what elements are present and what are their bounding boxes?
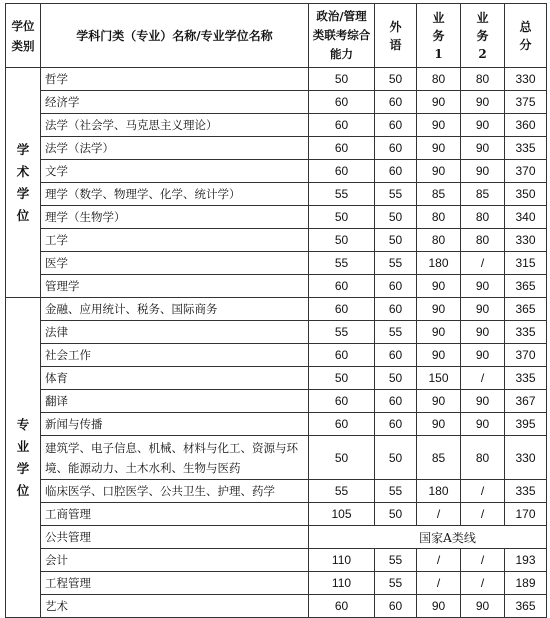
score-course2: 85 <box>461 183 505 206</box>
score-course2: / <box>461 549 505 572</box>
subject-name: 哲学 <box>41 68 309 91</box>
category-professional: 专业学位 <box>6 298 41 618</box>
table-row <box>6 503 547 526</box>
table-row <box>6 480 547 503</box>
score-foreign: 55 <box>375 480 417 503</box>
table-row <box>6 390 547 413</box>
score-total: 365 <box>505 298 547 321</box>
score-course1: 85 <box>417 183 461 206</box>
score-course2: 90 <box>461 114 505 137</box>
score-course2: 80 <box>461 68 505 91</box>
score-total: 365 <box>505 595 547 618</box>
score-foreign: 55 <box>375 252 417 275</box>
score-course2: 90 <box>461 390 505 413</box>
score-politics: 60 <box>309 91 375 114</box>
score-politics: 50 <box>309 206 375 229</box>
score-course2: / <box>461 480 505 503</box>
table-row <box>6 549 547 572</box>
score-course1: 150 <box>417 367 461 390</box>
subject-name: 理学（生物学） <box>41 206 309 229</box>
score-politics: 55 <box>309 480 375 503</box>
score-course2: 80 <box>461 229 505 252</box>
table-row <box>6 413 547 436</box>
score-foreign: 60 <box>375 595 417 618</box>
table-row <box>6 183 547 206</box>
score-course2: 90 <box>461 275 505 298</box>
score-course1: / <box>417 572 461 595</box>
subject-name: 经济学 <box>41 91 309 114</box>
subject-name: 工商管理 <box>41 503 309 526</box>
score-politics: 60 <box>309 595 375 618</box>
header-foreign: 外语 <box>375 4 417 68</box>
subject-name: 文学 <box>41 160 309 183</box>
score-course2: 90 <box>461 137 505 160</box>
header-politics: 政治/管理类联考综合能力 <box>309 4 375 68</box>
score-politics: 110 <box>309 572 375 595</box>
score-politics: 60 <box>309 137 375 160</box>
score-foreign: 60 <box>375 91 417 114</box>
category-academic: 学术学位 <box>6 68 41 298</box>
score-course2: 80 <box>461 436 505 480</box>
subject-name: 建筑学、电子信息、机械、材料与化工、资源与环境、能源动力、土木水利、生物与医药 <box>41 436 309 480</box>
subject-name: 法学（社会学、马克思主义理论） <box>41 114 309 137</box>
score-course1: 90 <box>417 91 461 114</box>
table-row <box>6 344 547 367</box>
header-subject: 学科门类（专业）名称/专业学位名称 <box>41 4 309 68</box>
score-total: 170 <box>505 503 547 526</box>
score-course1: 90 <box>417 344 461 367</box>
score-foreign: 55 <box>375 183 417 206</box>
score-politics: 55 <box>309 183 375 206</box>
score-total: 315 <box>505 252 547 275</box>
subject-name: 会计 <box>41 549 309 572</box>
score-course1: 90 <box>417 275 461 298</box>
score-course1: 90 <box>417 595 461 618</box>
table-row <box>6 137 547 160</box>
score-course1: 90 <box>417 390 461 413</box>
table-row <box>6 321 547 344</box>
subject-name: 理学（数学、物理学、化学、统计学） <box>41 183 309 206</box>
score-total: 335 <box>505 367 547 390</box>
score-politics: 50 <box>309 436 375 480</box>
table-row <box>6 275 547 298</box>
subject-name: 工学 <box>41 229 309 252</box>
score-course1: 90 <box>417 160 461 183</box>
score-total: 375 <box>505 91 547 114</box>
score-politics: 55 <box>309 252 375 275</box>
table-row <box>6 68 547 91</box>
score-course1: 90 <box>417 321 461 344</box>
table-row <box>6 367 547 390</box>
score-foreign: 60 <box>375 275 417 298</box>
score-total: 189 <box>505 572 547 595</box>
score-foreign: 60 <box>375 137 417 160</box>
score-politics: 110 <box>309 549 375 572</box>
header-total: 总分 <box>505 4 547 68</box>
subject-name: 社会工作 <box>41 344 309 367</box>
subject-name: 公共管理 <box>41 526 309 549</box>
score-politics: 50 <box>309 68 375 91</box>
score-politics: 60 <box>309 413 375 436</box>
score-foreign: 50 <box>375 68 417 91</box>
score-course2: / <box>461 367 505 390</box>
score-politics: 60 <box>309 275 375 298</box>
subject-name: 工程管理 <box>41 572 309 595</box>
score-total: 335 <box>505 321 547 344</box>
subject-name: 临床医学、口腔医学、公共卫生、护理、药学 <box>41 480 309 503</box>
subject-name: 新闻与传播 <box>41 413 309 436</box>
score-foreign: 60 <box>375 390 417 413</box>
subject-name: 体育 <box>41 367 309 390</box>
score-total: 370 <box>505 344 547 367</box>
subject-name: 管理学 <box>41 275 309 298</box>
table-row <box>6 252 547 275</box>
score-politics: 60 <box>309 390 375 413</box>
score-total: 395 <box>505 413 547 436</box>
score-foreign: 60 <box>375 298 417 321</box>
score-course2: / <box>461 503 505 526</box>
score-course1: 90 <box>417 413 461 436</box>
score-course1: / <box>417 549 461 572</box>
header-course1: 业务1 <box>417 4 461 68</box>
table-row <box>6 160 547 183</box>
table-row <box>6 595 547 618</box>
score-course1: 180 <box>417 252 461 275</box>
subject-name: 法学（法学） <box>41 137 309 160</box>
score-politics: 50 <box>309 367 375 390</box>
score-total: 360 <box>505 114 547 137</box>
subject-name: 法律 <box>41 321 309 344</box>
score-foreign: 50 <box>375 206 417 229</box>
score-total: 335 <box>505 137 547 160</box>
header-row <box>6 4 547 68</box>
score-politics: 60 <box>309 298 375 321</box>
table-row <box>6 91 547 114</box>
score-total: 330 <box>505 68 547 91</box>
score-total: 330 <box>505 229 547 252</box>
score-total: 330 <box>505 436 547 480</box>
score-table <box>5 3 547 618</box>
score-course1: 80 <box>417 206 461 229</box>
score-foreign: 50 <box>375 367 417 390</box>
subject-name: 医学 <box>41 252 309 275</box>
score-course2: 90 <box>461 91 505 114</box>
score-table-container <box>5 3 547 618</box>
subject-name: 翻译 <box>41 390 309 413</box>
score-total: 365 <box>505 275 547 298</box>
subject-name: 艺术 <box>41 595 309 618</box>
score-foreign: 60 <box>375 114 417 137</box>
score-course1: 80 <box>417 229 461 252</box>
score-course2: 90 <box>461 344 505 367</box>
score-course2: 90 <box>461 160 505 183</box>
score-foreign: 50 <box>375 229 417 252</box>
score-politics: 60 <box>309 344 375 367</box>
score-course1: 180 <box>417 480 461 503</box>
score-course1: 90 <box>417 114 461 137</box>
score-course2: 90 <box>461 321 505 344</box>
subject-name: 金融、应用统计、税务、国际商务 <box>41 298 309 321</box>
score-total: 340 <box>505 206 547 229</box>
score-politics: 105 <box>309 503 375 526</box>
score-foreign: 55 <box>375 572 417 595</box>
table-row <box>6 572 547 595</box>
score-course2: / <box>461 252 505 275</box>
table-row <box>6 229 547 252</box>
score-foreign: 50 <box>375 503 417 526</box>
score-foreign: 55 <box>375 321 417 344</box>
score-course1: 80 <box>417 68 461 91</box>
score-total: 367 <box>505 390 547 413</box>
header-category: 学位类别 <box>6 4 41 68</box>
score-politics: 50 <box>309 229 375 252</box>
score-course2: / <box>461 572 505 595</box>
score-course1: / <box>417 503 461 526</box>
score-politics: 60 <box>309 114 375 137</box>
score-politics: 60 <box>309 160 375 183</box>
score-total: 370 <box>505 160 547 183</box>
table-row <box>6 206 547 229</box>
score-foreign: 60 <box>375 160 417 183</box>
score-course2: 90 <box>461 595 505 618</box>
score-course2: 90 <box>461 298 505 321</box>
score-foreign: 50 <box>375 436 417 480</box>
table-row <box>6 526 547 549</box>
score-course2: 90 <box>461 413 505 436</box>
score-foreign: 55 <box>375 549 417 572</box>
score-total: 335 <box>505 480 547 503</box>
national-line-note: 国家A类线 <box>309 526 547 549</box>
score-course2: 80 <box>461 206 505 229</box>
score-foreign: 60 <box>375 413 417 436</box>
score-course1: 90 <box>417 298 461 321</box>
score-total: 350 <box>505 183 547 206</box>
score-course1: 90 <box>417 137 461 160</box>
score-politics: 55 <box>309 321 375 344</box>
header-course2: 业务2 <box>461 4 505 68</box>
table-row <box>6 436 547 480</box>
score-total: 193 <box>505 549 547 572</box>
score-course1: 85 <box>417 436 461 480</box>
table-row <box>6 298 547 321</box>
score-foreign: 60 <box>375 344 417 367</box>
table-row <box>6 114 547 137</box>
